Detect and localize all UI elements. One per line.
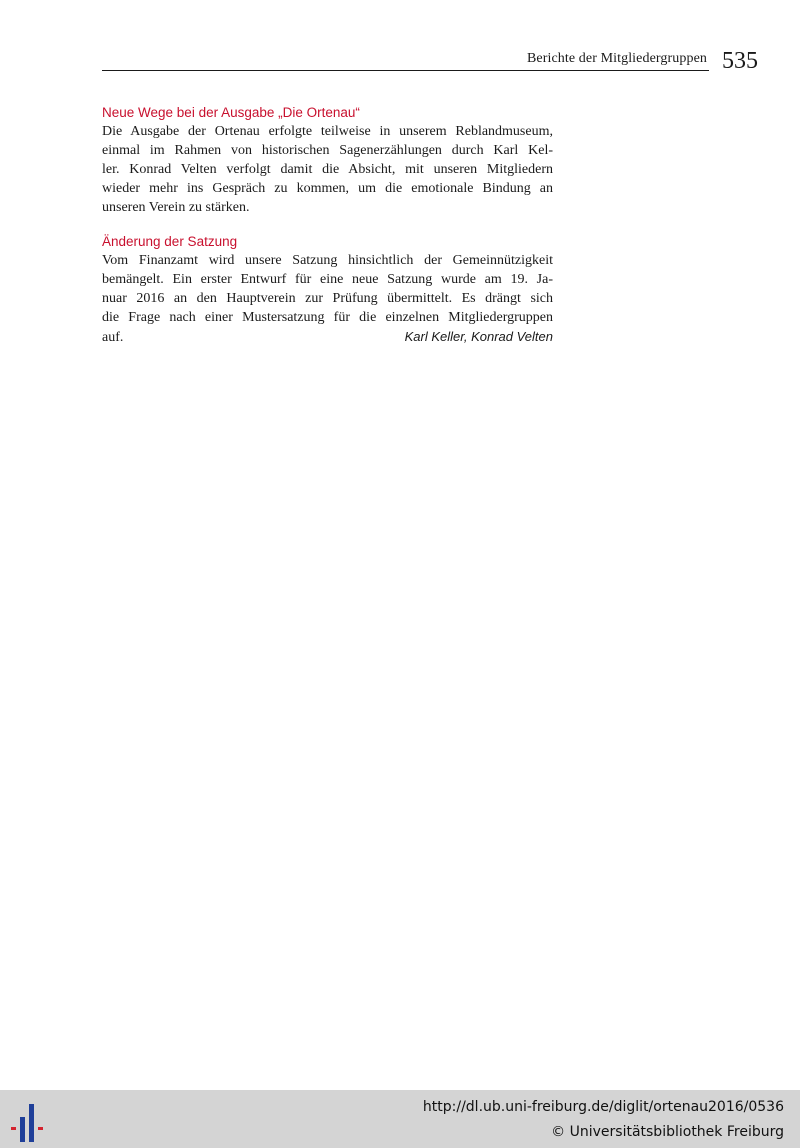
document-url-link[interactable]: http://dl.ub.uni-freiburg.de/diglit/ortenau2016/0536 bbox=[422, 1099, 784, 1115]
last-line bbox=[102, 327, 553, 347]
running-header-title: Berichte der Mitgliedergruppen bbox=[526, 51, 707, 66]
page-number: 535 bbox=[722, 48, 758, 74]
running-header bbox=[102, 44, 709, 71]
section-ortenau-distribution bbox=[102, 104, 553, 217]
section-heading: Änderung der Satzung bbox=[102, 234, 238, 249]
text-line: unseren Verein zu stärken. bbox=[102, 200, 250, 215]
text-line: nuar 2016 an den Hauptverein zur Prüfung übermittelt. Es drängt sich bbox=[102, 291, 553, 306]
text-line: die Frage nach einer Mustersatzung für die einzelnen Mitgliedergruppen bbox=[102, 310, 553, 325]
author-signature: Karl Keller, Konrad Velten bbox=[404, 329, 553, 344]
section-statute-change bbox=[102, 233, 553, 347]
section-body bbox=[102, 122, 553, 217]
ub-freiburg-logo-icon bbox=[8, 1099, 52, 1143]
text-line: bemängelt. Ein erster Entwurf für eine neue Satzung wurde am 19. Ja- bbox=[102, 272, 553, 287]
section-body bbox=[102, 251, 553, 347]
text-line: ler. Konrad Velten verfolgt damit die Absicht, mit unseren Mitgliedern bbox=[102, 162, 553, 177]
text-line: einmal im Rahmen von historischen Sagenerzählungen durch Karl Kel- bbox=[102, 143, 553, 158]
footer-bar bbox=[0, 1090, 800, 1148]
copyright-notice: © Universitätsbibliothek Freiburg bbox=[551, 1124, 784, 1140]
article-content bbox=[102, 104, 553, 347]
text-line-end: auf. bbox=[102, 330, 124, 345]
text-line: wieder mehr ins Gespräch zu kommen, um die emotionale Bindung an bbox=[102, 181, 553, 196]
section-heading: Neue Wege bei der Ausgabe „Die Ortenau“ bbox=[102, 105, 360, 120]
text-line: Die Ausgabe der Ortenau erfolgte teilweise in unserem Reblandmuseum, bbox=[102, 124, 553, 139]
text-line: Vom Finanzamt wird unsere Satzung hinsichtlich der Gemeinnützigkeit bbox=[102, 253, 553, 268]
